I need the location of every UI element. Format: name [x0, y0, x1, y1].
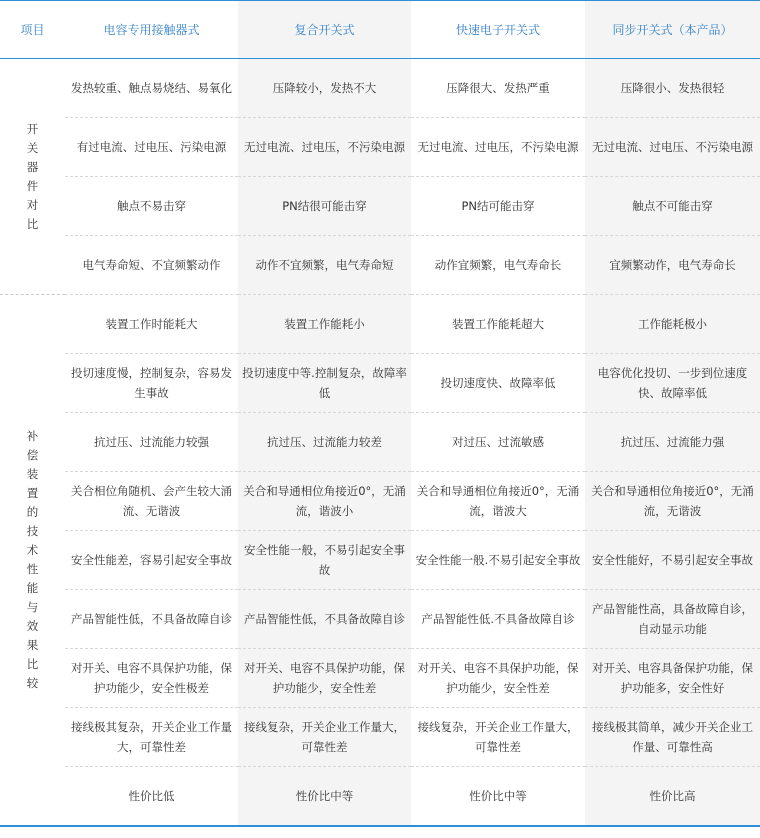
table-cell: 关合相位角随机、会产生较大涌流、无谐波 — [65, 472, 238, 531]
table-cell: 性价比低 — [65, 767, 238, 827]
table-cell: PN结很可能击穿 — [238, 177, 411, 236]
table-cell: 宜频繁动作，电气寿命长 — [585, 236, 760, 295]
header-electronic-switch: 快速电子开关式 — [411, 1, 585, 59]
table-cell: 对开关、电容不具保护功能，保护功能少，安全性极差 — [65, 649, 238, 708]
table-cell: 投切速度快、故障率低 — [411, 354, 585, 413]
table-cell: PN结可能击穿 — [411, 177, 585, 236]
table-cell: 接线复杂，开关企业工作量大，可靠性差 — [238, 708, 411, 767]
table-cell: 压降很大、发热严重 — [411, 59, 585, 118]
table-cell: 动作宜频繁，电气寿命长 — [411, 236, 585, 295]
table-cell: 工作能耗极小 — [585, 295, 760, 354]
table-cell: 投切速度慢，控制复杂，容易发生事故 — [65, 354, 238, 413]
table-row — [0, 531, 760, 590]
table-row — [0, 708, 760, 767]
table-cell: 电气寿命短、不宜频繁动作 — [65, 236, 238, 295]
table-cell: 压降很小、发热很轻 — [585, 59, 760, 118]
table-row — [0, 118, 760, 177]
table-row — [0, 295, 760, 354]
table-row — [0, 177, 760, 236]
category-label: 补偿装置的技术性能与效果比较 — [26, 429, 39, 690]
table-cell: 装置工作能耗小 — [238, 295, 411, 354]
table-cell: 安全性能差，容易引起安全事故 — [65, 531, 238, 590]
table-cell: 抗过压、过流能力较差 — [238, 413, 411, 472]
header-item: 项目 — [0, 1, 65, 59]
table-row — [0, 590, 760, 649]
table-cell: 对开关、电容不具保护功能，保护功能少，安全性差 — [238, 649, 411, 708]
header-contactor: 电容专用接触器式 — [65, 1, 238, 59]
table-cell: 投切速度中等.控制复杂，故障率低 — [238, 354, 411, 413]
table-cell: 接线极其简单，减少开关企业工作量、可靠性高 — [585, 708, 760, 767]
table-cell: 产品智能性低，不具备故障自诊 — [238, 590, 411, 649]
table-cell: 产品智能性低.不具备故障自诊 — [411, 590, 585, 649]
table-cell: 接线极其复杂，开关企业工作量大，可靠性差 — [65, 708, 238, 767]
table-row — [0, 236, 760, 295]
category-cell — [0, 295, 65, 827]
table-row — [0, 354, 760, 413]
table-cell: 对开关、电容具备保护功能，保护功能多，安全性好 — [585, 649, 760, 708]
table-row — [0, 767, 760, 827]
table-cell: 有过电流、过电压、污染电源 — [65, 118, 238, 177]
table-cell: 对开关、电容不具保护功能，保护功能少，安全性差 — [411, 649, 585, 708]
header-sync-switch: 同步开关式（本产品） — [585, 1, 760, 59]
header-composite-switch: 复合开关式 — [238, 1, 411, 59]
table-cell: 安全性能一般.不易引起安全事故 — [411, 531, 585, 590]
table-cell: 产品智能性低，不具备故障自诊 — [65, 590, 238, 649]
table-row — [0, 649, 760, 708]
table-cell: 装置工作能耗超大 — [411, 295, 585, 354]
table-cell: 关合和导通相位角接近0°，无涌 流，谐波小 — [238, 472, 411, 531]
table-cell: 装置工作时能耗大 — [65, 295, 238, 354]
table-cell: 抗过压、过流能力较强 — [65, 413, 238, 472]
table-row — [0, 59, 760, 118]
table-cell: 安全性能一般，不易引起安全事故 — [238, 531, 411, 590]
table-cell: 触点不易击穿 — [65, 177, 238, 236]
table-cell: 无过电流、过电压，不污染电源 — [411, 118, 585, 177]
table-cell: 电容优化投切、一步到位速度快、故障率低 — [585, 354, 760, 413]
table-cell: 发热较重、触点易烧结、易氧化 — [65, 59, 238, 118]
table-row — [0, 413, 760, 472]
table-cell: 对过压、过流敏感 — [411, 413, 585, 472]
table-cell: 安全性能好，不易引起安全事故 — [585, 531, 760, 590]
table-row — [0, 472, 760, 531]
table-cell: 关合和导通相位角接近0°，无涌 流，谐波大 — [411, 472, 585, 531]
table-cell: 接线复杂，开关企业工作量大，可靠性差 — [411, 708, 585, 767]
table-cell: 产品智能性高，具备故障自诊，自动显示功能 — [585, 590, 760, 649]
table-cell: 性价比高 — [585, 767, 760, 827]
table-cell: 性价比中等 — [238, 767, 411, 827]
table-cell: 触点不可能击穿 — [585, 177, 760, 236]
table-cell: 无过电流、过电压、不污染电源 — [585, 118, 760, 177]
category-label: 开关器件对比 — [26, 121, 39, 231]
table-cell: 无过电流、过电压，不污染电源 — [238, 118, 411, 177]
header-row — [0, 1, 760, 59]
table-cell: 关合和导通相位角接近0°，无涌 流，无谐波 — [585, 472, 760, 531]
table-cell: 抗过压、过流能力强 — [585, 413, 760, 472]
table-cell: 性价比中等 — [411, 767, 585, 827]
table-cell: 压降较小，发热不大 — [238, 59, 411, 118]
category-cell — [0, 59, 65, 295]
table-cell: 动作不宜频繁，电气寿命短 — [238, 236, 411, 295]
